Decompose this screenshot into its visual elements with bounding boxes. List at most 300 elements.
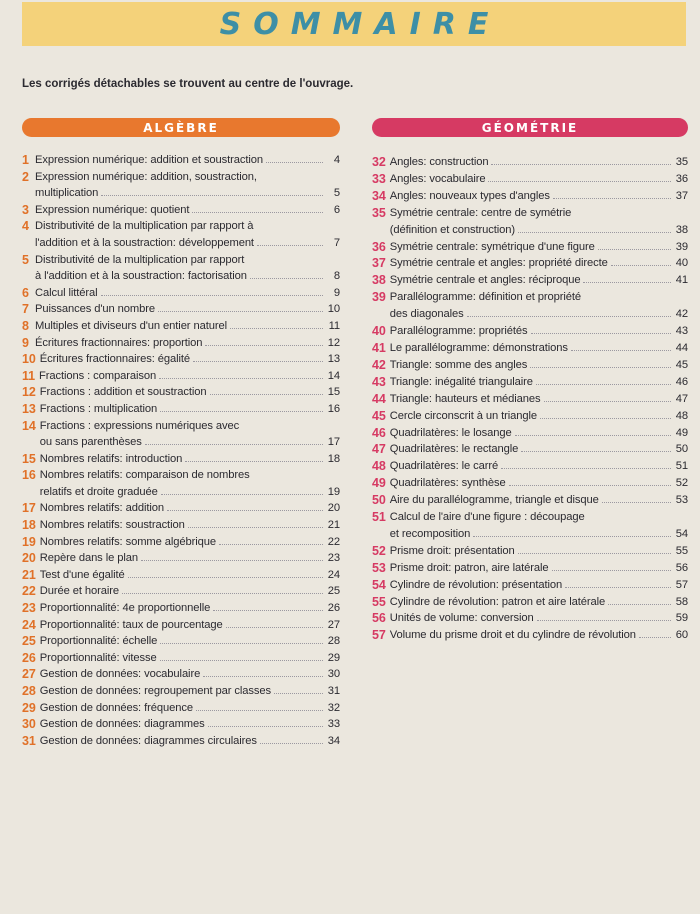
chapter-number: 13 (22, 401, 36, 416)
page-number: 13 (327, 353, 340, 366)
dot-leader (193, 361, 323, 362)
page-number: 55 (675, 544, 688, 557)
page-number: 12 (327, 336, 340, 349)
page-number: 60 (675, 629, 688, 642)
chapter-title-line: à l'addition et à la soustraction: factorisation (35, 270, 247, 283)
page-number: 23 (327, 552, 340, 565)
chapter-number: 14 (22, 418, 36, 433)
chapter-number: 20 (22, 551, 36, 566)
chapter-number: 11 (22, 368, 36, 383)
page-number: 28 (327, 635, 340, 648)
toc-entry[interactable] (372, 577, 688, 594)
dot-leader (161, 494, 323, 495)
chapter-title-line: Fractions : addition et soustraction (39, 386, 207, 399)
chapter-number: 33 (372, 171, 386, 186)
dot-leader (518, 553, 671, 554)
chapter-title-line: Quadrilatères: synthèse (389, 477, 506, 490)
chapter-title-line: Quadrilatères: le losange (389, 426, 512, 439)
chapter-number: 39 (372, 290, 386, 305)
chapter-title-line: Cylindre de révolution: présentation (389, 578, 563, 591)
page-number: 57 (675, 578, 688, 591)
chapter-title-line: Écritures fractionnaires: proportion (35, 336, 203, 349)
toc-entry[interactable] (22, 700, 340, 717)
chapter-number: 52 (372, 543, 386, 558)
chapter-number: 3 (22, 202, 29, 217)
toc-entry[interactable] (372, 441, 688, 458)
geometry-list (372, 154, 688, 644)
chapter-title-line: Angles: vocabulaire (389, 172, 486, 185)
page-number: 18 (327, 452, 340, 465)
chapter-title-line: relatifs et droite graduée (39, 485, 158, 498)
dot-leader (639, 637, 671, 638)
chapter-number: 10 (22, 352, 36, 367)
dot-leader (521, 451, 671, 452)
chapter-number: 7 (22, 302, 29, 317)
dot-leader (491, 164, 671, 165)
dot-leader (213, 610, 323, 611)
dot-leader (167, 510, 323, 511)
toc-entry[interactable] (372, 340, 688, 357)
dot-leader (250, 278, 323, 279)
page-number: 59 (675, 612, 688, 625)
page-number: 38 (675, 223, 688, 236)
chapter-title-line: Nombres relatifs: comparaison de nombres (39, 469, 250, 482)
page-number: 52 (675, 477, 688, 490)
chapter-number: 35 (372, 205, 386, 220)
chapter-number: 48 (372, 459, 386, 474)
chapter-number: 34 (372, 188, 386, 203)
chapter-title-line: Cercle circonscrit à un triangle (389, 409, 537, 422)
toc-entry[interactable] (22, 567, 340, 584)
page-number: 50 (675, 443, 688, 456)
page-number: 25 (327, 585, 340, 598)
chapter-number: 15 (22, 451, 36, 466)
chapter-title-line: Symétrie centrale: centre de symétrie (389, 206, 572, 219)
chapter-title-line: Test d'une égalité (39, 568, 125, 581)
toc-entry[interactable] (372, 492, 688, 509)
toc-entry[interactable] (372, 255, 688, 272)
chapter-number: 8 (22, 318, 29, 333)
dot-leader (185, 461, 323, 462)
chapter-number: 5 (22, 252, 29, 267)
chapter-number: 57 (372, 628, 386, 643)
toc-entry[interactable] (22, 451, 340, 468)
chapter-title-line: Gestion de données: regroupement par classes (39, 685, 272, 697)
chapter-number: 46 (372, 425, 386, 440)
toc-entry[interactable] (22, 534, 340, 551)
dot-leader (536, 384, 671, 385)
dot-leader (101, 295, 323, 296)
toc-entry[interactable] (372, 425, 688, 442)
chapter-title-line: Distributivité de la multiplication par rapport à (35, 220, 254, 233)
toc-entry[interactable] (22, 252, 340, 285)
page-number: 58 (675, 595, 688, 608)
page-number: 33 (327, 718, 340, 731)
chapter-number: 47 (372, 442, 386, 457)
page-number: 14 (327, 369, 340, 382)
page-number: 46 (675, 375, 688, 388)
page-number: 7 (333, 236, 340, 249)
chapter-number: 23 (22, 601, 36, 616)
dot-leader (608, 604, 671, 605)
geometry-column (372, 118, 688, 644)
chapter-title-line: Gestion de données: vocabulaire (39, 668, 201, 681)
chapter-title-line: Symétrie centrale: symétrique d'une figure (389, 240, 595, 253)
page-number: 48 (675, 409, 688, 422)
chapter-number: 40 (372, 324, 386, 339)
toc-entry[interactable] (22, 218, 340, 251)
chapter-title-line: Angles: nouveaux types d'angles (389, 189, 550, 202)
toc-entry[interactable] (372, 408, 688, 425)
page-number: 43 (675, 325, 688, 338)
dot-leader (571, 350, 671, 351)
toc-entry[interactable] (372, 475, 688, 492)
chapter-number: 49 (372, 476, 386, 491)
chapter-title-line: Nombres relatifs: somme algébrique (39, 535, 217, 548)
chapter-number: 56 (372, 611, 386, 626)
dot-leader (611, 265, 671, 266)
page-number: 31 (327, 685, 340, 697)
chapter-title-line: Unités de volume: conversion (389, 612, 534, 625)
toc-entry[interactable] (22, 550, 340, 567)
algebra-column (22, 118, 340, 749)
toc-entry[interactable] (372, 205, 688, 239)
toc-entry[interactable] (372, 357, 688, 374)
dot-leader (260, 743, 323, 744)
chapter-title-line: Nombres relatifs: soustraction (39, 519, 185, 532)
page-number: 39 (675, 240, 688, 253)
toc-entry[interactable] (22, 351, 340, 368)
chapter-title-line: Fractions : multiplication (39, 402, 158, 415)
chapter-number: 44 (372, 391, 386, 406)
toc-entry[interactable] (372, 509, 688, 543)
chapter-title-line: Symétrie centrale et angles: réciproque (389, 274, 581, 287)
chapter-number: 26 (22, 650, 36, 665)
page-number: 42 (675, 308, 688, 321)
chapter-title-line: Fractions : comparaison (39, 369, 157, 382)
algebra-list (22, 152, 340, 749)
chapter-number: 45 (372, 408, 386, 423)
page-number: 49 (675, 426, 688, 439)
page-number: 20 (327, 502, 340, 515)
chapter-number: 25 (22, 634, 36, 649)
dot-leader (122, 593, 323, 594)
chapter-title-line: Calcul littéral (35, 286, 98, 299)
page-number: 15 (327, 386, 340, 399)
chapter-title-line: (définition et construction) (389, 223, 516, 236)
toc-entry[interactable] (22, 517, 340, 534)
page-number: 40 (675, 257, 688, 270)
toc-entry[interactable] (22, 500, 340, 517)
dot-leader (602, 502, 671, 503)
chapter-number: 51 (372, 510, 386, 525)
chapter-title-line: Calcul de l'aire d'une figure : découpage (389, 511, 585, 524)
chapter-title-line: Expression numérique: quotient (35, 203, 190, 216)
toc-entry[interactable] (372, 171, 688, 188)
dot-leader (488, 181, 671, 182)
chapter-title-line: Gestion de données: diagrammes circulaires (39, 734, 257, 747)
chapter-number: 38 (372, 273, 386, 288)
page-number: 44 (675, 341, 688, 354)
chapter-number: 31 (22, 733, 36, 748)
chapter-title-line: et recomposition (389, 527, 471, 540)
page-number: 47 (675, 392, 688, 405)
chapter-number: 6 (22, 285, 29, 300)
toc-entry[interactable] (22, 384, 340, 401)
chapter-title-line: Volume du prisme droit et du cylindre de révolution (389, 629, 636, 642)
dot-leader (160, 643, 323, 644)
page-number: 45 (675, 358, 688, 371)
chapter-number: 4 (22, 219, 29, 234)
page-number: 35 (675, 156, 688, 168)
chapter-number: 16 (22, 468, 36, 483)
dot-leader (515, 435, 671, 436)
dot-leader (583, 282, 671, 283)
chapter-title-line: multiplication (35, 187, 99, 200)
chapter-number: 53 (372, 560, 386, 575)
page-number: 56 (675, 561, 688, 574)
dot-leader (196, 710, 323, 711)
page-number: 53 (675, 494, 688, 507)
page-number: 34 (327, 734, 340, 747)
page-number: 21 (327, 519, 340, 532)
toc-entry[interactable] (372, 188, 688, 205)
dot-leader (145, 444, 323, 445)
toc-entry[interactable] (372, 154, 688, 171)
chapter-title-line: Gestion de données: fréquence (39, 701, 193, 714)
toc-entry[interactable] (22, 285, 340, 302)
chapter-number: 21 (22, 567, 36, 582)
dot-leader (159, 378, 323, 379)
toc-entry[interactable] (372, 627, 688, 644)
chapter-title-line: Expression numérique: addition et soustraction (35, 154, 263, 166)
page-number: 9 (333, 286, 340, 299)
dot-leader (210, 394, 323, 395)
page-title: SOMMAIRE (219, 6, 501, 42)
chapter-title-line: Cylindre de révolution: patron et aire latérale (389, 595, 606, 608)
chapter-title-line: Parallélogramme: propriétés (389, 325, 528, 338)
chapter-title-line: Gestion de données: diagrammes (39, 718, 205, 731)
dot-leader (160, 660, 323, 661)
page-number: 26 (327, 602, 340, 615)
chapter-title-line: Fractions : expressions numériques avec (39, 419, 240, 432)
toc-entry[interactable] (22, 418, 340, 451)
toc-entry[interactable] (22, 666, 340, 683)
dot-leader (141, 560, 323, 561)
intro-note: Les corrigés détachables se trouvent au centre de l'ouvrage. (22, 78, 354, 90)
chapter-title-line: Triangle: somme des angles (389, 358, 528, 371)
toc-entry[interactable] (372, 610, 688, 627)
chapter-title-line: Proportionnalité: échelle (39, 635, 158, 648)
page-number: 4 (333, 154, 340, 166)
chapter-title-line: des diagonales (389, 308, 464, 321)
toc-entry[interactable] (22, 467, 340, 500)
chapter-number: 36 (372, 239, 386, 254)
toc-entry[interactable] (372, 289, 688, 323)
chapter-number: 19 (22, 534, 36, 549)
dot-leader (230, 328, 323, 329)
chapter-title-line: Le parallélogramme: démonstrations (389, 341, 568, 354)
dot-leader (537, 620, 671, 621)
chapter-title-line: Angles: construction (389, 156, 489, 168)
dot-leader (208, 726, 323, 727)
page-number: 29 (327, 651, 340, 664)
chapter-number: 17 (22, 501, 36, 516)
toc-entry[interactable] (22, 401, 340, 418)
chapter-title-line: Quadrilatères: le rectangle (389, 443, 519, 456)
chapter-number: 43 (372, 374, 386, 389)
chapter-number: 27 (22, 667, 36, 682)
toc-entry[interactable] (22, 683, 340, 700)
page-number: 32 (327, 701, 340, 714)
dot-leader (205, 345, 323, 346)
page-number: 10 (327, 303, 340, 316)
dot-leader (544, 401, 671, 402)
page-number: 16 (327, 402, 340, 415)
dot-leader (266, 162, 323, 163)
dot-leader (553, 198, 671, 199)
chapter-title-line: Écritures fractionnaires: égalité (39, 353, 191, 366)
chapter-title-line: Proportionnalité: taux de pourcentage (39, 618, 223, 631)
toc-entry[interactable] (372, 272, 688, 289)
chapter-number: 50 (372, 493, 386, 508)
page-number: 36 (675, 172, 688, 185)
dot-leader (473, 536, 671, 537)
toc-entry[interactable] (22, 600, 340, 617)
toc-entry[interactable] (22, 583, 340, 600)
page-number: 17 (327, 436, 340, 449)
chapter-title-line: Repère dans le plan (39, 552, 138, 565)
chapter-number: 28 (22, 684, 36, 698)
page-number: 22 (327, 535, 340, 548)
dot-leader (598, 249, 671, 250)
chapter-title-line: Nombres relatifs: addition (39, 502, 164, 515)
dot-leader (501, 468, 671, 469)
dot-leader (518, 232, 671, 233)
chapter-title-line: Aire du parallélogramme, triangle et disque (389, 494, 599, 507)
chapter-title-line: l'addition et à la soustraction: développement (35, 236, 254, 249)
dot-leader (530, 367, 671, 368)
toc-entry[interactable] (372, 391, 688, 408)
page-number: 51 (675, 460, 688, 473)
chapter-number: 41 (372, 340, 386, 355)
page-number: 27 (327, 618, 340, 631)
toc-entry[interactable] (372, 560, 688, 577)
chapter-number: 30 (22, 717, 36, 732)
chapter-title-line: Triangle: inégalité triangulaire (389, 375, 533, 388)
dot-leader (540, 418, 671, 419)
toc-entry[interactable] (22, 169, 340, 202)
toc-entry[interactable] (372, 543, 688, 560)
dot-leader (509, 485, 671, 486)
page-number: 6 (333, 203, 340, 216)
dot-leader (257, 245, 323, 246)
dot-leader (158, 311, 323, 312)
toc-entry[interactable] (372, 323, 688, 340)
chapter-number: 54 (372, 577, 386, 592)
toc-entry[interactable] (372, 239, 688, 256)
toc-entry[interactable] (22, 733, 340, 750)
chapter-number: 24 (22, 617, 36, 632)
toc-entry[interactable] (22, 152, 340, 169)
chapter-title-line: Quadrilatères: le carré (389, 460, 499, 473)
dot-leader (552, 570, 671, 571)
page-number: 5 (333, 187, 340, 200)
toc-entry[interactable] (22, 301, 340, 318)
chapter-number: 1 (22, 153, 29, 167)
chapter-title-line: Distributivité de la multiplication par rapport (35, 253, 245, 266)
chapter-number: 9 (22, 335, 29, 350)
page-number: 19 (327, 485, 340, 498)
dot-leader (565, 587, 671, 588)
toc-entry[interactable] (22, 650, 340, 667)
chapter-number: 29 (22, 700, 36, 715)
chapter-title-line: Durée et horaire (39, 585, 119, 598)
chapter-title-line: Expression numérique: addition, soustraction, (35, 170, 257, 183)
chapter-title-line: Multiples et diviseurs d'un entier naturel (35, 319, 227, 332)
chapter-number: 32 (372, 155, 386, 169)
page-number: 8 (333, 270, 340, 283)
chapter-number: 55 (372, 594, 386, 609)
toc-entry[interactable] (22, 318, 340, 335)
chapter-title-line: Symétrie centrale et angles: propriété directe (389, 257, 608, 270)
toc-entry[interactable] (372, 594, 688, 611)
chapter-title-line: Proportionnalité: vitesse (39, 651, 157, 664)
chapter-number: 18 (22, 518, 36, 533)
chapter-title-line: Nombres relatifs: introduction (39, 452, 183, 465)
chapter-title-line: Parallélogramme: définition et propriété (389, 291, 581, 304)
toc-entry[interactable] (22, 617, 340, 634)
geometry-header: GÉOMÉTRIE (372, 118, 688, 137)
dot-leader (226, 627, 323, 628)
chapter-title-line: Puissances d'un nombre (35, 303, 155, 316)
chapter-number: 42 (372, 357, 386, 372)
page-number: 54 (675, 527, 688, 540)
dot-leader (160, 411, 323, 412)
toc-entry[interactable] (372, 458, 688, 475)
dot-leader (531, 333, 671, 334)
title-banner (22, 2, 686, 46)
chapter-number: 2 (22, 169, 29, 184)
chapter-number: 22 (22, 584, 36, 599)
page-number: 11 (328, 319, 340, 332)
toc-entry[interactable] (22, 202, 340, 219)
chapter-title-line: Proportionnalité: 4e proportionnelle (39, 602, 211, 615)
dot-leader (188, 527, 323, 528)
algebra-header: ALGÈBRE (22, 118, 340, 137)
chapter-title-line: Prisme droit: présentation (389, 544, 515, 557)
chapter-title-line: ou sans parenthèses (39, 436, 142, 449)
toc-entry[interactable] (372, 374, 688, 391)
dot-leader (101, 195, 323, 196)
chapter-title-line: Prisme droit: patron, aire latérale (389, 561, 549, 574)
page-number: 41 (675, 274, 688, 287)
dot-leader (467, 316, 671, 317)
toc-entry[interactable] (22, 368, 340, 385)
page-number: 30 (327, 668, 340, 681)
page-number: 37 (675, 189, 688, 202)
toc-entry[interactable] (22, 633, 340, 650)
toc-entry[interactable] (22, 716, 340, 733)
toc-entry[interactable] (22, 335, 340, 352)
page-number: 24 (327, 568, 340, 581)
dot-leader (219, 544, 323, 545)
chapter-title-line: Triangle: hauteurs et médianes (389, 392, 541, 405)
dot-leader (203, 676, 323, 677)
chapter-number: 12 (22, 385, 36, 400)
dot-leader (128, 577, 323, 578)
dot-leader (192, 212, 323, 213)
